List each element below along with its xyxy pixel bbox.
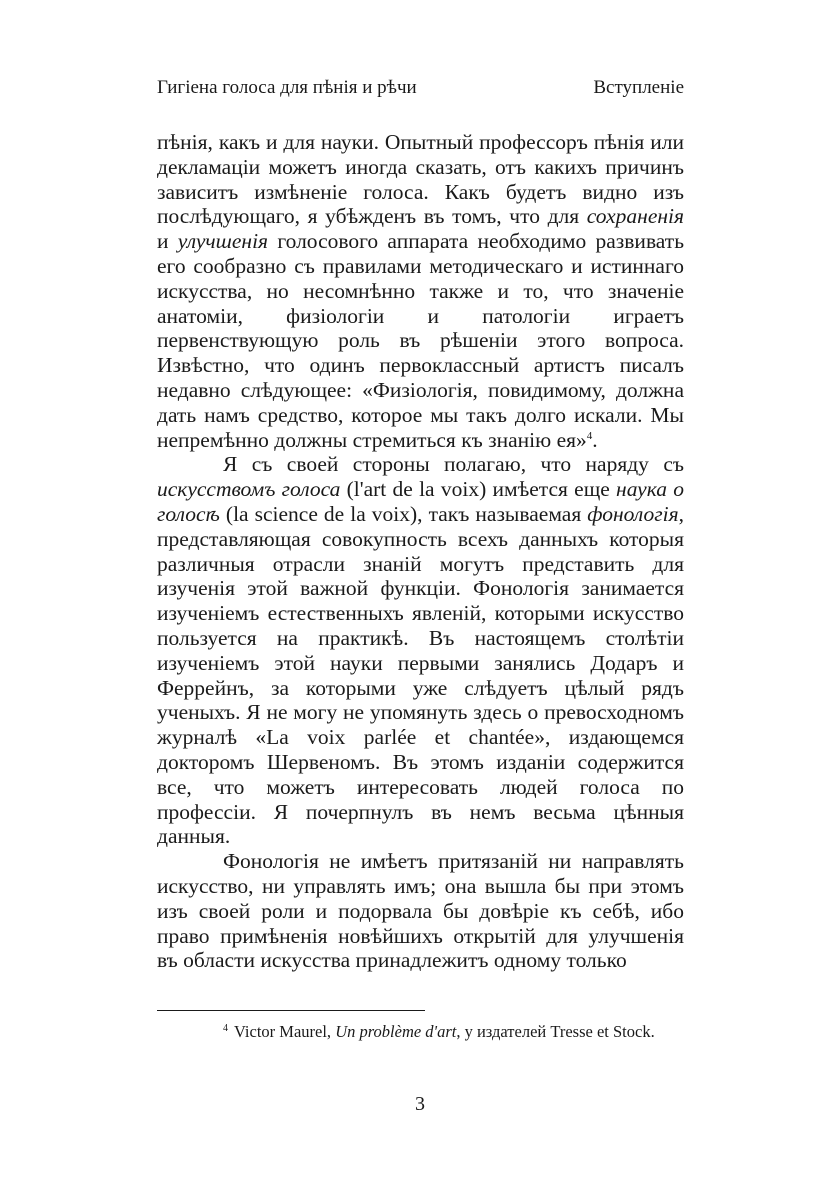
emphasis: улучшенія bbox=[177, 229, 269, 254]
emphasis: искусствомъ голоса bbox=[157, 477, 341, 502]
text-run: , представляющая совокупность всехъ данныхъ которыя различныя отрасли знаній могутъ представить для изученія этой важной функціи. Фонологія занимается изученіемъ естественныхъ явленій, которыми искусство пользуется на практикѣ. Въ настоящемъ столѣтіи изученіемъ этой науки первыми занялись Додаръ и Феррейнъ, за которыми уже слѣдуетъ цѣлый рядъ ученыхъ. Я не могу не упомянуть здесь о превосходномъ журналѣ «La voix parlée et chantée», издающемся докторомъ Шервеномъ. Въ этомъ изданіи содержится все, что можетъ интересовать людей голоса по профессіи. Я почерпнулъ въ немъ весьма цѣнныя данныя. bbox=[157, 501, 684, 849]
emphasis: сохраненія bbox=[586, 204, 684, 229]
text-run: Я съ своей стороны полагаю, что наряду съ bbox=[223, 452, 684, 477]
footnote-mark: 4 bbox=[223, 1022, 228, 1034]
footnote-publisher: , у издателей Tresse et Stock. bbox=[456, 1022, 655, 1041]
running-head-title: Гигіена голоса для пѣнія и рѣчи bbox=[157, 77, 417, 98]
emphasis: наука о голосѣ bbox=[157, 477, 684, 526]
footnote-title: Un problème d'art bbox=[335, 1022, 457, 1041]
footnote bbox=[157, 1020, 684, 1043]
page-number: 3 bbox=[415, 1093, 425, 1115]
text-run: (la science de la voix), такъ называемая bbox=[219, 501, 588, 526]
text-run: и bbox=[157, 229, 178, 254]
text-run: (l'art de la voix) имѣется еще bbox=[340, 477, 617, 502]
paragraph-3: Фонологія не имѣетъ притязаній ни направлять искусство, ни управлять имъ; она вышла бы при этомъ изъ своей роли и подорвала бы довѣріе къ себѣ, ибо право примѣненія новѣйшихъ открытій для улучшенія въ области искусства принадлежитъ одному только bbox=[157, 849, 684, 973]
emphasis: фонологія bbox=[587, 501, 679, 526]
running-head bbox=[157, 76, 684, 100]
body-text bbox=[157, 130, 684, 973]
text-run: голосового аппарата необходимо развивать его сообразно съ правилами методическаго и истиннаго искусства, но несомнѣнно также и то, что значеніе анатоміи, физіологіи и патологіи играетъ первенствующую роль въ рѣшеніи этого вопроса. Извѣстно, что одинъ первоклассный артистъ писалъ недавно слѣдующее: «Физіологія, повидимому, должна дать намъ средство, которое мы такъ долго искали. Мы непремѣнно должны стремиться къ знанію ея» bbox=[157, 229, 684, 452]
paragraph-1 bbox=[157, 130, 684, 452]
footnote-divider bbox=[157, 1010, 425, 1011]
text-run: пѣнія, какъ и для науки. Опытный профессоръ пѣнія или декламаціи можетъ иногда сказать, отъ какихъ причинъ зависитъ измѣненіе голоса. Какъ будетъ видно изъ послѣдующаго, я убѣжденъ въ томъ, что для bbox=[157, 130, 684, 229]
footnote-reference[interactable]: 4 bbox=[586, 429, 593, 442]
paragraph-2 bbox=[157, 452, 684, 849]
running-head-section: Вступленіе bbox=[593, 77, 684, 98]
text-run: . bbox=[592, 427, 598, 452]
footnote-author: Victor Maurel, bbox=[234, 1022, 336, 1041]
